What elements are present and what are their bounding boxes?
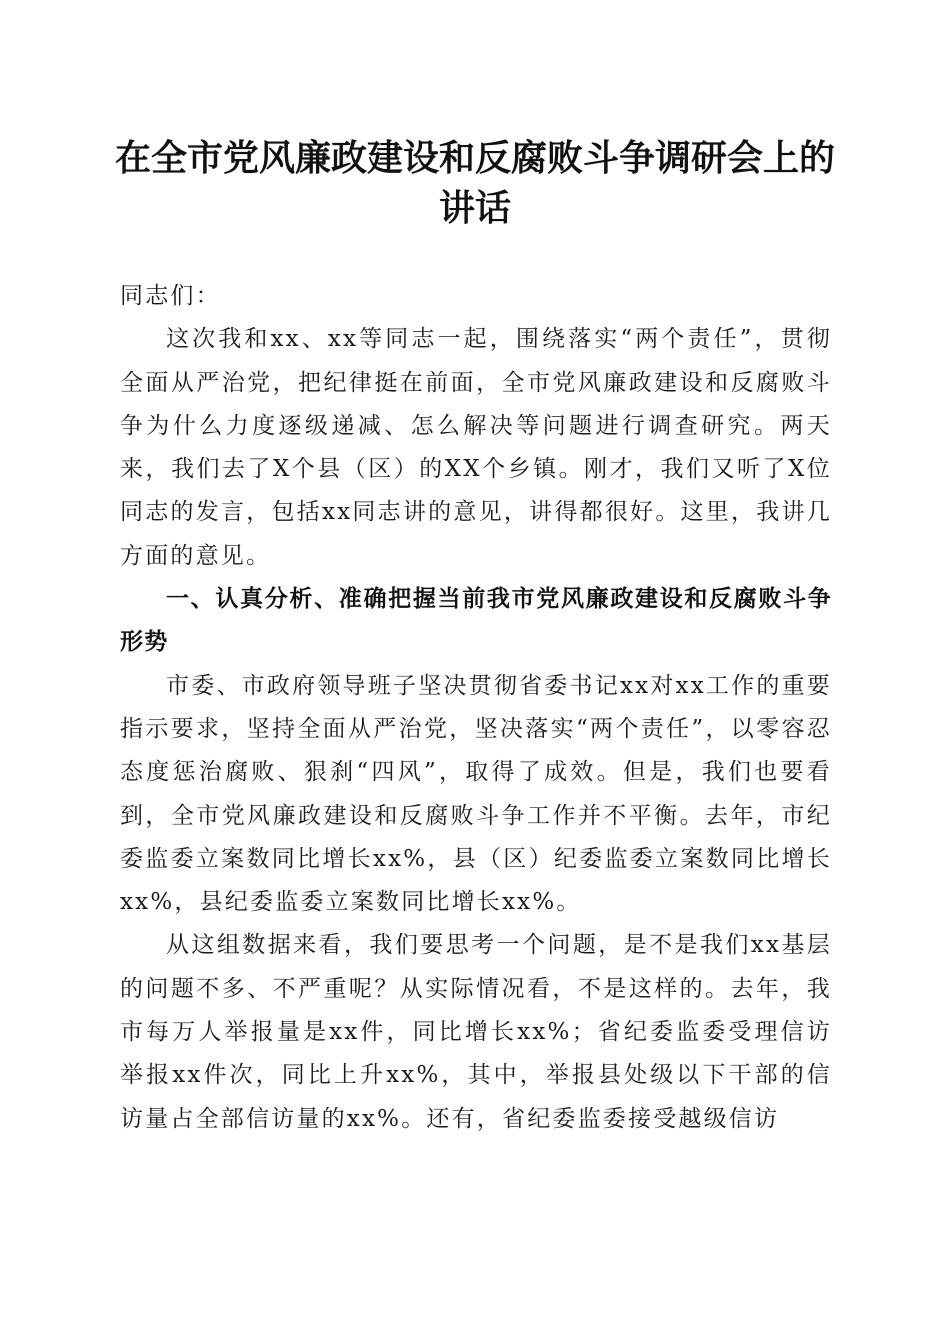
salutation: 同志们： — [120, 283, 221, 309]
section-paragraph: 市委、市政府领导班子坚决贯彻省委书记xx对xx工作的重要指示要求，坚持全面从严治党，坚决落实“两个责任”，以零容忍态度惩治腐败、狠刹“四风”，取得了成效。但是，我们也要看到，全市党风廉政建设和反腐败斗争工作并不平衡。去年，市纪委监委立案数同比增长xx%，县（区）纪委监委立案数同比增长xx%，县纪委监委立案数同比增长xx%。 — [120, 672, 832, 916]
document-title: 在全市党风廉政建设和反腐败斗争调研会上的讲话 — [114, 137, 835, 229]
section-paragraph: 从这组数据来看，我们要思考一个问题，是不是我们xx基层的问题不多、不严重呢？从实际情况看，不是这样的。去年，我市每万人举报量是xx件，同比增长xx%；省纪委监委受理信访举报xx件次，同比上升xx%，其中，举报县处级以下干部的信访量占全部信访量的xx%。还有，省纪委监委接受越级信访 — [120, 932, 832, 1132]
section-heading: 一、认真分析、准确把握当前我市党风廉政建设和反腐败斗争形势 — [120, 586, 832, 656]
intro-paragraph: 这次我和xx、xx等同志一起，围绕落实“两个责任”，贯彻全面从严治党，把纪律挺在前面，全市党风廉政建设和反腐败斗争为什么力度逐级递减、怎么解决等问题进行调查研究。两天来，我们去了X个县（区）的XX个乡镇。刚才，我们又听了X位同志的发言，包括xx同志讲的意见，讲得都很好。这里，我讲几方面的意见。 — [120, 326, 832, 569]
document-body — [120, 275, 832, 1141]
